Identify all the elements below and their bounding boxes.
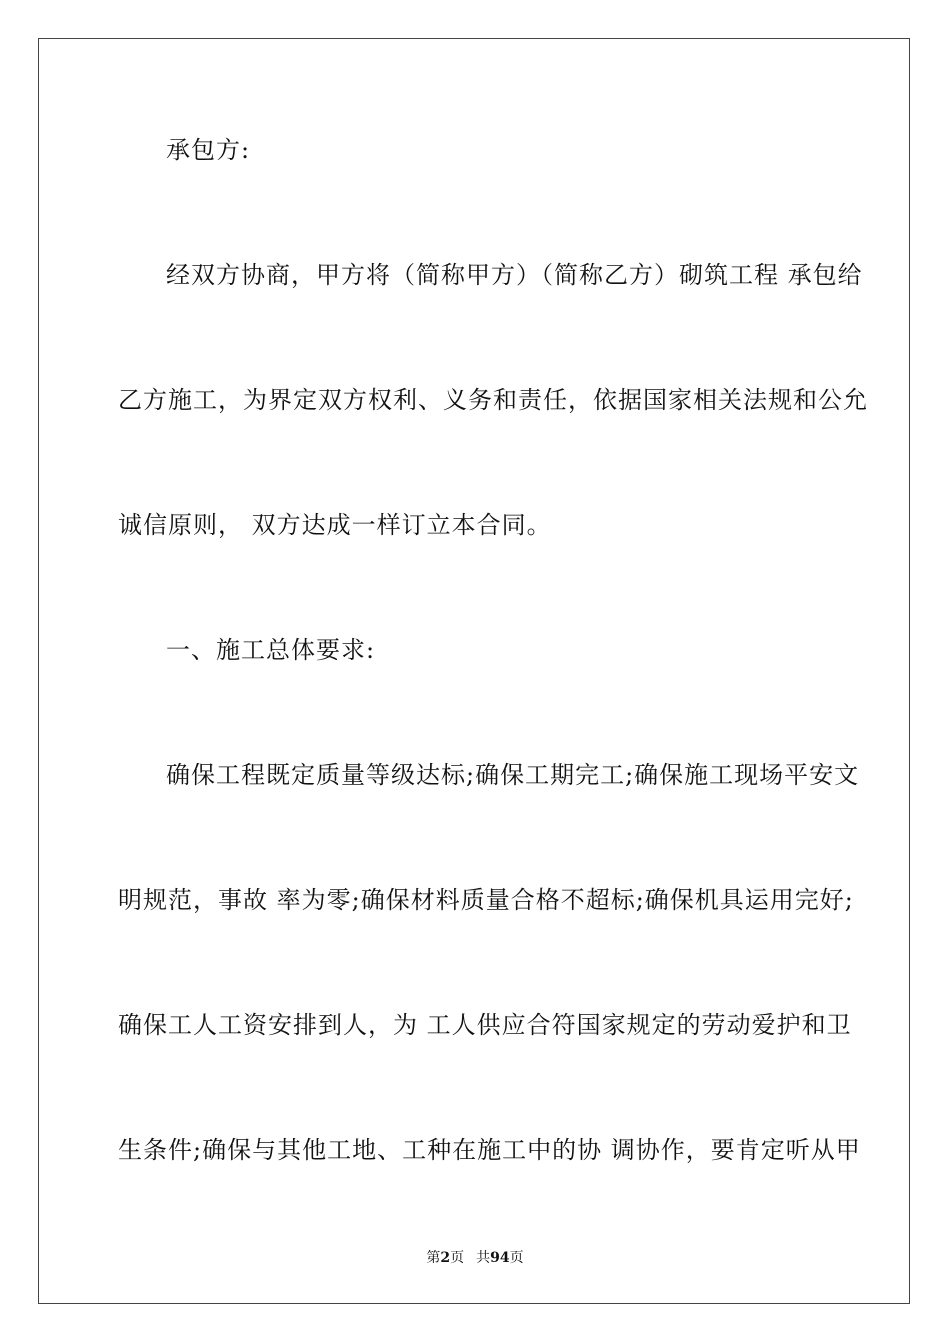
- page-footer: [0, 1248, 950, 1268]
- text-line: 经双方协商，甲方将（简称甲方）（简称乙方）砌筑工程 承包给: [166, 261, 863, 289]
- page-prefix: 第: [426, 1250, 441, 1266]
- text-line: 生条件;确保与其他工地、工种在施工中的协 调协作，要肯定听从甲: [118, 1136, 861, 1164]
- text-line: 诚信原则， 双方达成一样订立本合同。: [118, 511, 552, 539]
- page-number: 2: [440, 1250, 451, 1266]
- text-line: 确保工程既定质量等级达标;确保工期完工;确保施工现场平安文: [166, 761, 860, 789]
- total-prefix: 共: [476, 1250, 491, 1266]
- page-border: [38, 38, 910, 1304]
- total-pages: 94: [490, 1250, 510, 1266]
- text-line: 乙方施工，为界定双方权利、义务和责任，依据国家相关法规和公允: [118, 386, 868, 414]
- section-heading: 一、施工总体要求:: [166, 636, 376, 664]
- text-line: 确保工人工资安排到人，为 工人供应合符国家规定的劳动爱护和卫: [118, 1011, 852, 1039]
- page-suffix: 页: [450, 1250, 465, 1266]
- total-suffix: 页: [509, 1250, 524, 1266]
- text-line: 承包方:: [166, 136, 251, 164]
- text-line: 明规范，事故 率为零;确保材料质量合格不超标;确保机具运用完好;: [118, 886, 854, 914]
